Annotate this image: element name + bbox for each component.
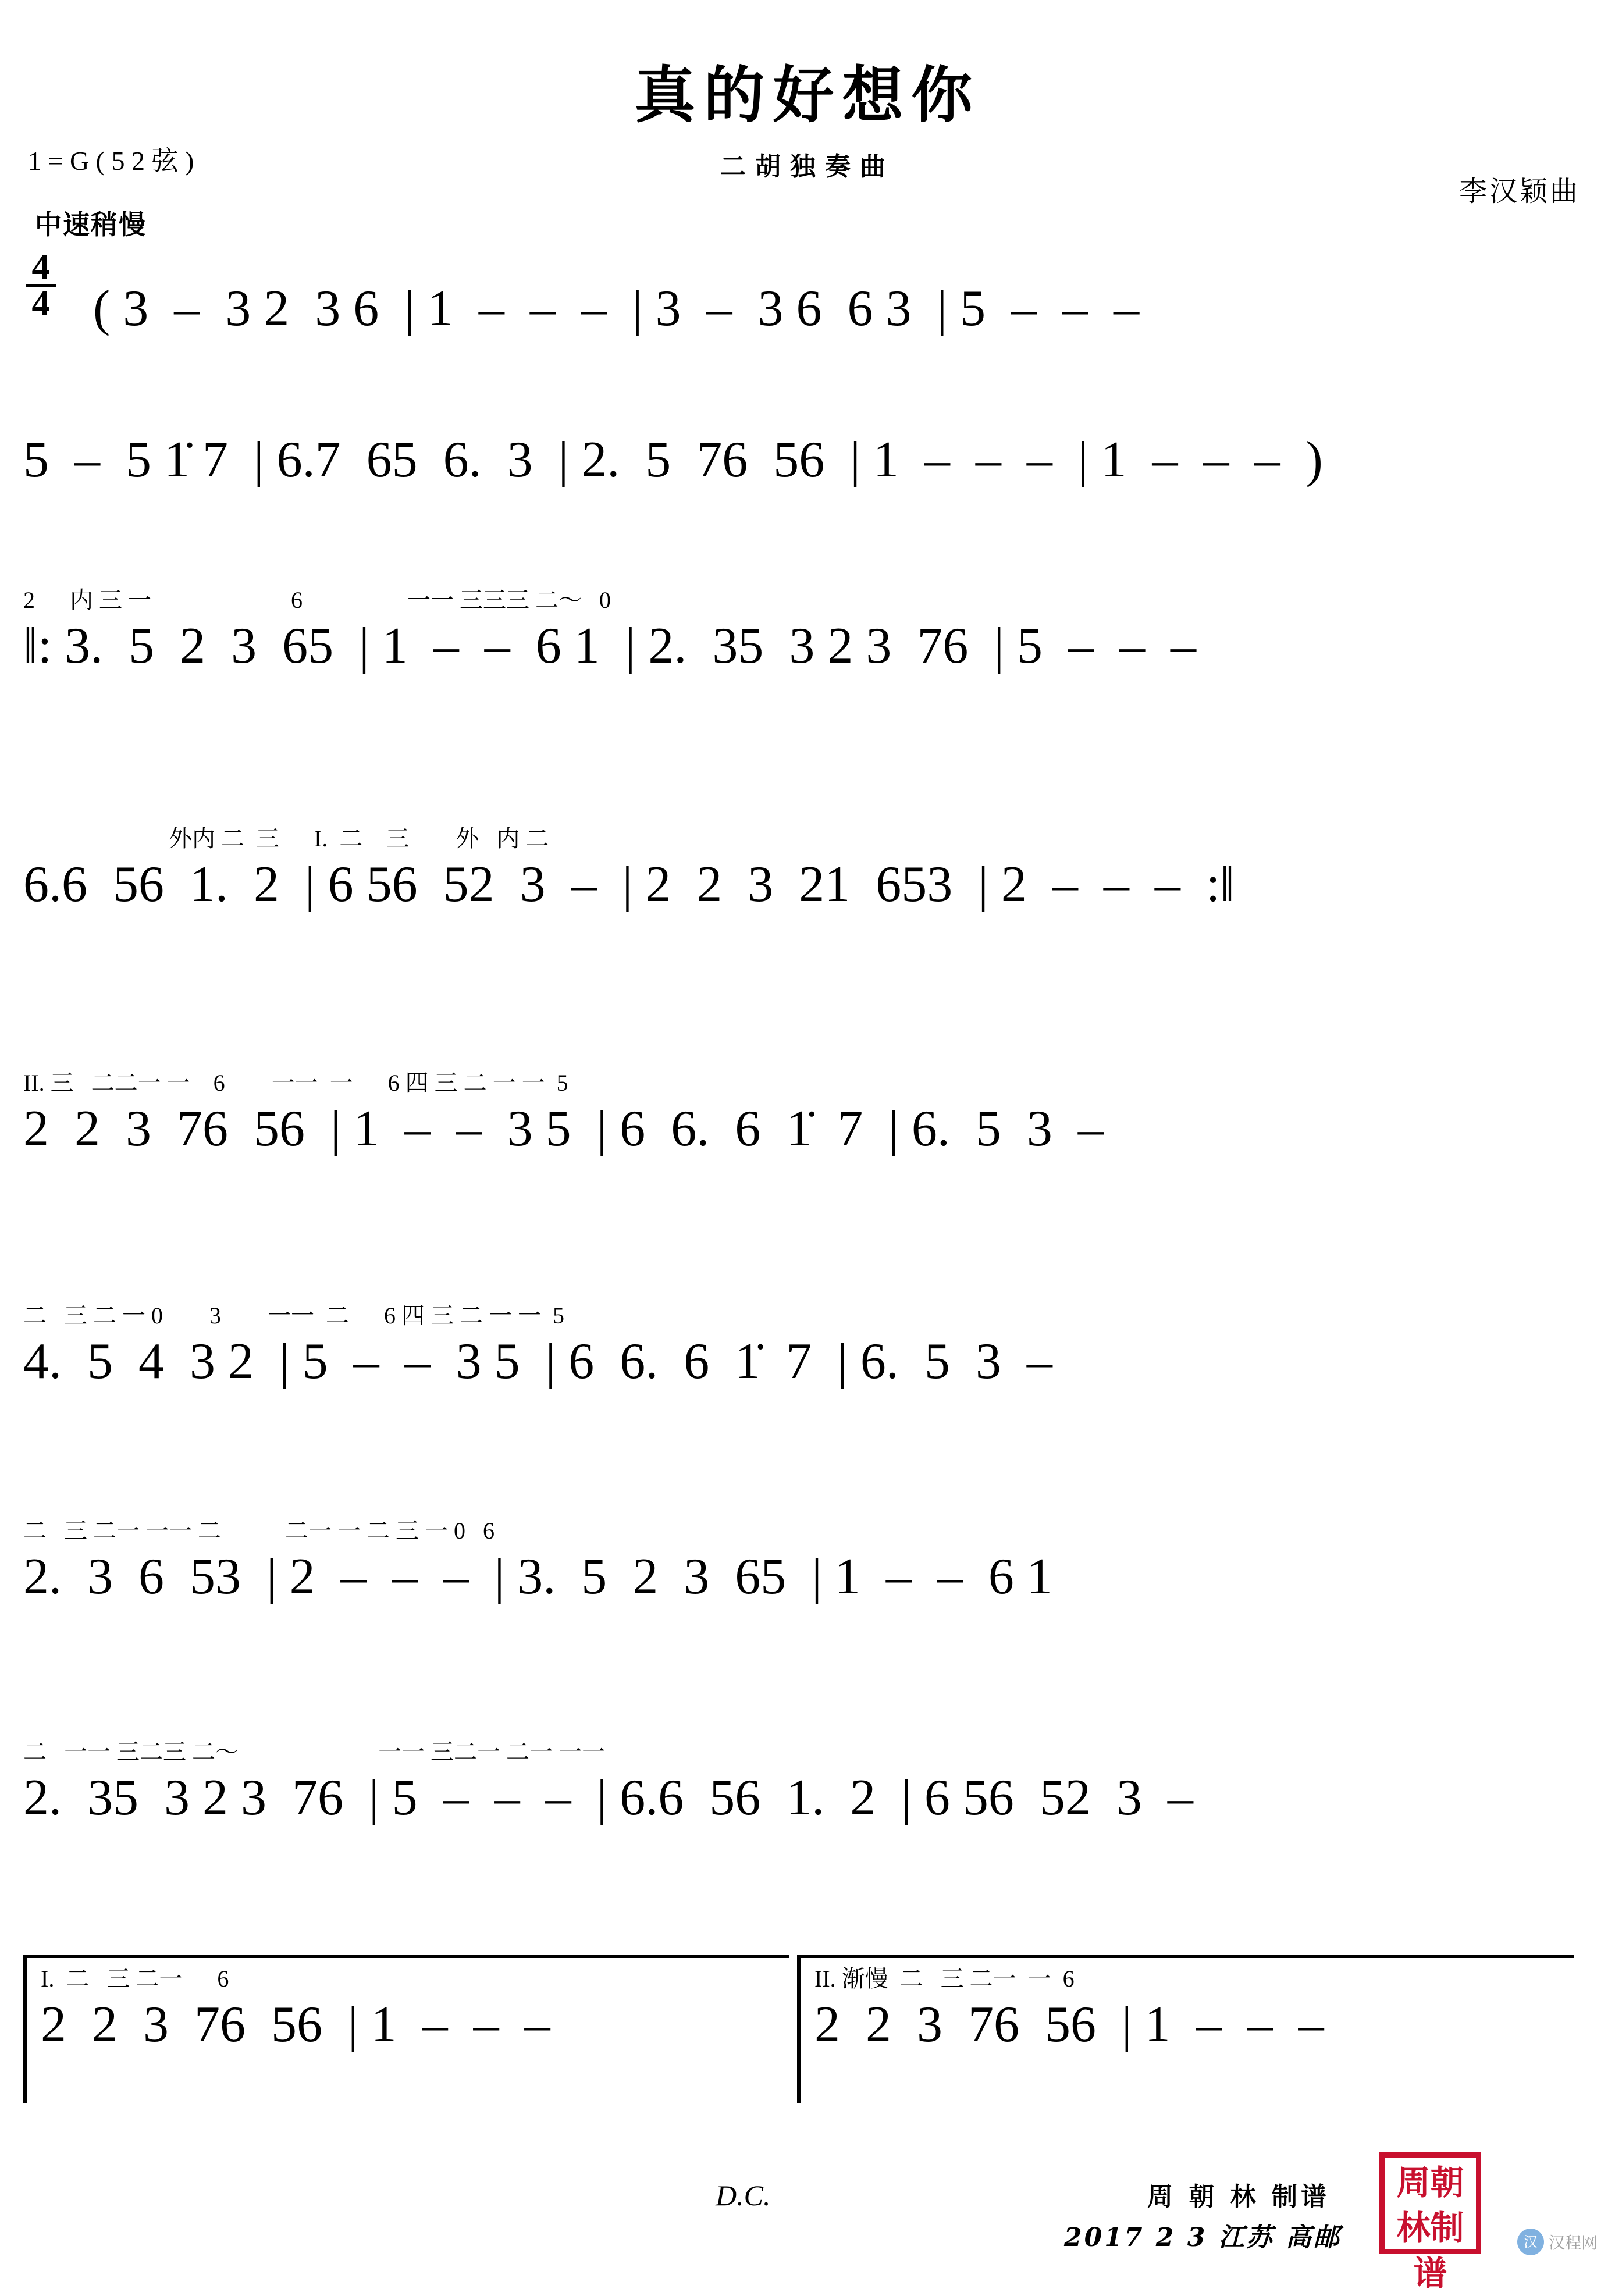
music-system-9-first	[41, 1960, 785, 2083]
system-8-notes: 2. 35 3 2 3 76 | 5 – – – | 6.6 56 1. 2 | 6 56 52 3 –	[23, 1770, 1193, 1826]
page-title: 真的好想你	[634, 59, 981, 131]
system-5-notes: 2 2 3 76 56 | 1 – – 3 5 | 6 6. 6 1̇ 7 | 6. 5 3 –	[23, 1101, 1104, 1157]
music-system-9-second	[814, 1960, 1571, 2083]
key-signature: 1 = G ( 5 2 弦 )	[28, 146, 194, 176]
watermark-label: 汉程网	[1548, 2233, 1598, 2252]
date-and-place: 2017 2 3 江苏 高邮	[1064, 2223, 1342, 2252]
system-8-marks: 二 一一 三二三 二〜 一一 三二一 二一 一一	[23, 1739, 605, 1765]
time-signature-top: 4	[31, 247, 50, 287]
system-6-notes: 4. 5 4 3 2 | 5 – – 3 5 | 6 6. 6 1̇ 7 | 6. 5 3 –	[23, 1333, 1052, 1390]
system-2-notes: 5 – 5 1̇ 7 | 6.7 65 6. 3 | 2. 5 76 56 | 1 – – – | 1 – – – )	[23, 432, 1323, 488]
music-system-1	[93, 244, 1594, 366]
watermark	[1517, 2229, 1598, 2255]
music-system-2	[23, 396, 1594, 518]
system-9-second-marks: II. 渐慢 二 三 二一 一 6	[814, 1966, 1075, 1992]
music-system-8	[23, 1733, 1594, 1856]
music-system-7	[23, 1512, 1594, 1635]
music-system-5	[23, 1065, 1594, 1187]
time-signature	[26, 247, 56, 323]
music-system-4	[23, 820, 1594, 942]
music-system-3	[23, 582, 1594, 704]
arranger-credit: 周 朝 林 制谱	[1147, 2182, 1330, 2212]
system-1-notes: ( 3 – 3 2 3 6 | 1 – – – | 3 – 3 6 6 3 | 5 – – –	[93, 280, 1140, 337]
system-3-marks: 2 内 三 一 6 一一 三三三 二〜 0	[23, 587, 611, 613]
system-4-marks: 外内 二 三 I. 二 三 外 内 二	[23, 825, 549, 852]
watermark-badge-icon: 汉	[1517, 2229, 1544, 2255]
system-7-marks: 二 三 二一 一一 二 二一 一 二 三 一 0 6	[23, 1518, 495, 1544]
composer-credit: 李汉颖曲	[1459, 175, 1580, 208]
system-9-second-notes: 2 2 3 76 56 | 1 – – –	[814, 1996, 1324, 2053]
tempo-marking: 中速稍慢	[35, 209, 147, 240]
system-6-marks: 二 三 二 一 0 3 一一 二 6 四 三 二 一 一 5	[23, 1302, 564, 1329]
subtitle: 二胡独奏曲	[720, 152, 895, 181]
system-9-first-notes: 2 2 3 76 56 | 1 – – –	[41, 1996, 550, 2053]
system-9-first-marks: I. 二 三 二一 6	[41, 1966, 229, 1992]
seal-stamp: 周朝林制谱	[1379, 2152, 1481, 2254]
system-4-notes: 6.6 56 1. 2 | 6 56 52 3 – | 2 2 3 21 653 | 2 – – – :‖	[23, 856, 1235, 913]
system-7-notes: 2. 3 6 53 | 2 – – – | 3. 5 2 3 65 | 1 – – 6 1	[23, 1549, 1052, 1605]
system-5-marks: II. 三 二二一 一 6 一一 一 6 四 三 二 一 一 5	[23, 1070, 568, 1096]
da-capo-marking: D.C.	[716, 2179, 771, 2212]
time-signature-bottom: 4	[31, 284, 50, 323]
music-system-6	[23, 1297, 1594, 1419]
system-3-notes: ‖: 3. 5 2 3 65 | 1 – – 6 1 | 2. 35 3 2 3 76 | 5 – – –	[23, 618, 1197, 674]
